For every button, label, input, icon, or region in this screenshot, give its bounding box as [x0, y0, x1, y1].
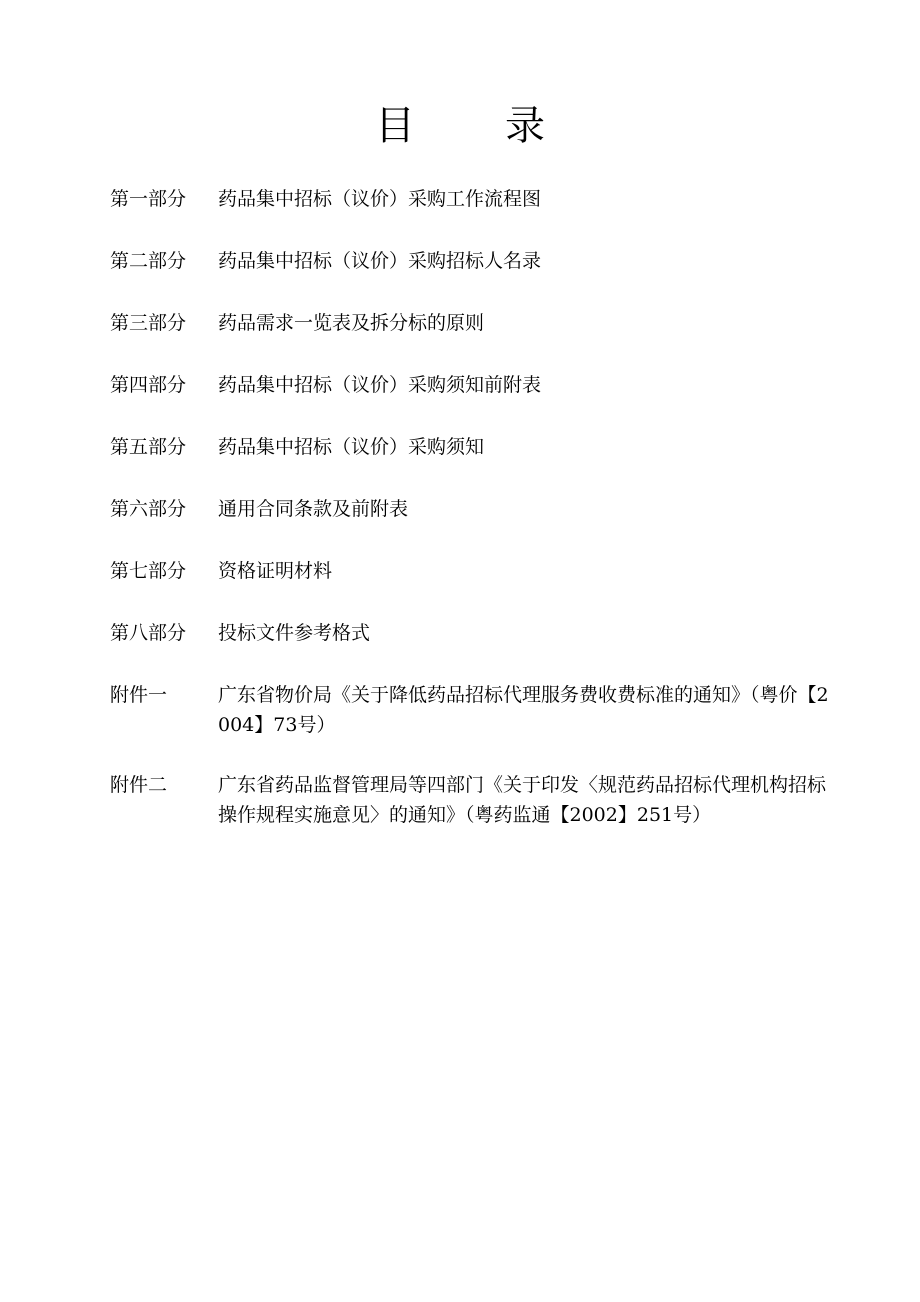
toc-entry-label: 第五部分 [110, 436, 187, 458]
toc-entry-text: 药品集中招标（议价）采购招标人名录 [218, 250, 542, 272]
title-char-1: 目 [375, 103, 415, 149]
toc-entry-text: 药品集中招标（议价）采购工作流程图 [218, 188, 542, 210]
toc-entry-text: 资格证明材料 [218, 560, 333, 582]
toc-entry-label: 第六部分 [110, 498, 187, 520]
toc-entry-annex-2[interactable] [110, 770, 830, 830]
toc-entry-text: 广东省物价局《关于降低药品招标代理服务费收费标准的通知》（粤价【2004】73号） [218, 684, 829, 736]
toc-entry-label: 第一部分 [110, 188, 187, 210]
toc-entry-part-8[interactable] [110, 618, 830, 648]
toc-entry-label: 第四部分 [110, 374, 187, 396]
page-title [0, 98, 920, 154]
toc-entry-text: 通用合同条款及前附表 [218, 498, 409, 520]
toc-entry-part-7[interactable] [110, 556, 830, 586]
toc-entry-part-5[interactable] [110, 432, 830, 462]
toc-entry-label: 附件二 [110, 774, 168, 796]
toc-entry-text: 投标文件参考格式 [218, 622, 371, 644]
toc-entry-label: 第二部分 [110, 250, 187, 272]
title-char-2: 录 [505, 103, 545, 149]
toc-entry-label: 第三部分 [110, 312, 187, 334]
toc-entry-label: 第八部分 [110, 622, 187, 644]
toc-entry-text: 药品集中招标（议价）采购须知 [218, 436, 485, 458]
toc-entry-part-1[interactable] [110, 184, 830, 214]
toc-entry-part-4[interactable] [110, 370, 830, 400]
toc-entry-part-3[interactable] [110, 308, 830, 338]
toc-entry-label: 第七部分 [110, 560, 187, 582]
toc-entry-annex-1[interactable] [110, 680, 830, 740]
toc-entry-text: 药品需求一览表及拆分标的原则 [218, 312, 485, 334]
toc-entry-text: 药品集中招标（议价）采购须知前附表 [218, 374, 542, 396]
toc-list [110, 184, 830, 860]
toc-entry-part-6[interactable] [110, 494, 830, 524]
toc-entry-label: 附件一 [110, 684, 168, 706]
toc-entry-part-2[interactable] [110, 246, 830, 276]
toc-entry-text: 广东省药品监督管理局等四部门《关于印发〈规范药品招标代理机构招标操作规程实施意见〉的通知》（粤药监通【2002】251号） [218, 774, 827, 826]
